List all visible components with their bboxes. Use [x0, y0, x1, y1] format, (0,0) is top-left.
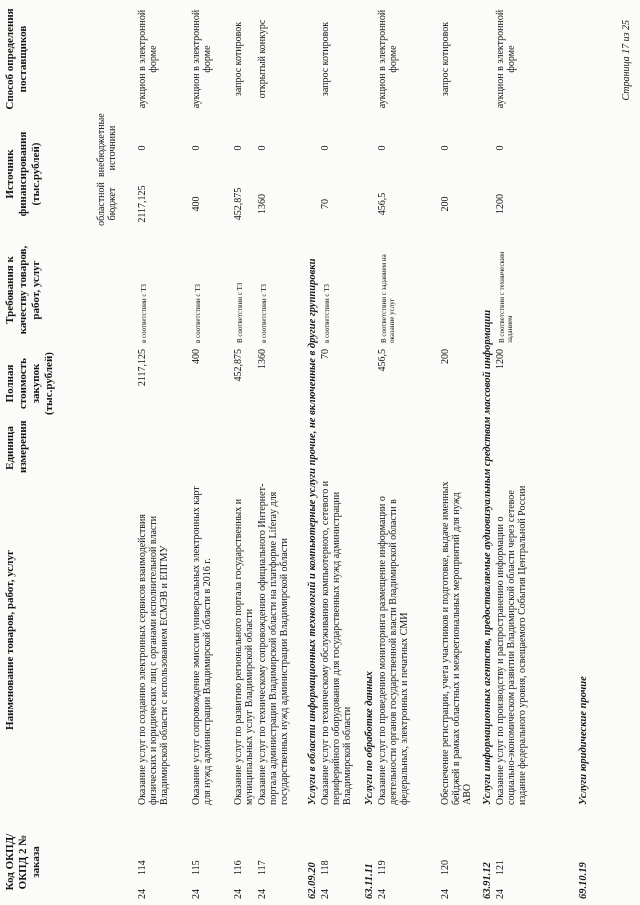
row-name: Оказание услуг сопровождение эмиссии универсальных электронных карт для нужд администрации Владимирской области в 2016 г. — [191, 486, 213, 805]
row-method: запрос котировок — [320, 21, 331, 97]
row-method: запрос котировок — [440, 21, 451, 97]
row-off-budget: 0 — [320, 145, 331, 151]
row-method: открытый конкурс — [257, 19, 268, 99]
section-title: Услуги юридические прочие — [578, 676, 589, 805]
row-requirements: в соответствии с ТЗ — [194, 284, 202, 343]
section-title: Услуги в области информационных технологий и компьютерные услуги прочие, не включенные в другие группировки — [307, 258, 318, 805]
row-cost: 452,875 — [233, 349, 244, 382]
row-regional-budget: 2117,125 — [137, 185, 148, 223]
row-regional-budget: 200 — [440, 196, 451, 212]
row-name: Оказание услуг по развитию регионального портала государственных и муниципальных услуг Владимирской области — [233, 498, 255, 805]
page-number: Страница 17 из 25 — [621, 20, 632, 101]
row-regional-budget: 1200 — [495, 194, 506, 214]
row-name: Оказание услуг по созданию электронных сервисов взаимодействия физических и юридических лиц с органами исполнительной власти Владимирской области с использованием ЕСМЭВ и ЕПГМУ — [137, 514, 170, 805]
row-cost: 400 — [191, 349, 202, 364]
row-number: 121 — [495, 860, 506, 875]
row-name: Оказание услуг по производству и распространению информации о социально-экономическом развитии Владимирской области через сетевое издание федерального уровня, освещаемого События Центральной России — [495, 485, 528, 805]
row-code: 24 — [377, 889, 388, 899]
row-method: аукцион в электронной форме — [191, 9, 213, 109]
header-unit: Единица измерения — [4, 420, 29, 473]
row-regional-budget: 70 — [320, 199, 331, 209]
header-method: Способ определения поставщиков — [4, 8, 29, 110]
header-regional-budget: областной бюджет — [96, 182, 118, 226]
row-regional-budget: 400 — [191, 196, 202, 212]
row-cost: 70 — [320, 349, 331, 359]
row-requirements: В соответствии с техническим заданием — [498, 251, 514, 343]
section-code: 63.11.11 — [364, 863, 375, 899]
header-cost: Полная стоимость закупок (тыс.рублей) — [4, 352, 55, 415]
row-method: аукцион в электронной форме — [495, 9, 517, 109]
row-regional-budget: 456,5 — [377, 192, 388, 216]
header-name: Наименование товаров, работ, услуг — [4, 550, 16, 730]
row-cost: 200 — [440, 349, 451, 364]
row-method: аукцион в электронной форме — [137, 9, 159, 109]
row-requirements: в соответствии с ТЗ — [140, 284, 148, 343]
row-regional-budget: 452,875 — [233, 187, 244, 221]
row-number: 116 — [233, 860, 244, 875]
header-funding: Источник финансирования (тыс.рублей) — [4, 131, 42, 217]
header-off-budget: внебюджетные источники — [96, 113, 118, 177]
row-number: 118 — [320, 860, 331, 875]
row-code: 24 — [257, 889, 268, 899]
row-off-budget: 0 — [191, 145, 202, 151]
row-cost: 1360 — [257, 349, 268, 369]
row-cost: 1200 — [495, 349, 506, 369]
header-code: Код ОКПД/ ОКПД 2 № заказа — [4, 833, 42, 891]
row-name: Обеспечение регистрации, учета участников и подготовке, выдаче именных бейджей в рамках областных и межрегиональных мероприятий для нужд АВО — [440, 481, 473, 805]
row-off-budget: 0 — [257, 145, 268, 151]
row-cost: 456,5 — [377, 349, 388, 372]
row-method: запрос котировок — [233, 21, 244, 97]
section-code: 62.09.20 — [307, 862, 318, 899]
row-off-budget: 0 — [377, 145, 388, 151]
row-number: 114 — [137, 860, 148, 875]
section-code: 69.10.19 — [578, 862, 589, 899]
row-off-budget: 0 — [495, 145, 506, 151]
row-off-budget: 0 — [233, 145, 244, 151]
row-requirements: В соответствии с ТЗ — [236, 282, 244, 343]
row-off-budget: 0 — [440, 145, 451, 151]
row-number: 117 — [257, 860, 268, 875]
row-number: 120 — [440, 860, 451, 875]
row-requirements: в соответствии с ТЗ — [323, 284, 331, 343]
row-regional-budget: 1360 — [257, 194, 268, 214]
section-title: Услуги информационных агентств, предоставляемые аудиовизуальным средствам массовой информации — [482, 309, 493, 805]
row-method: аукцион в электронной форме — [377, 9, 399, 109]
row-code: 24 — [233, 889, 244, 899]
row-code: 24 — [495, 889, 506, 899]
row-requirements: в соответствии с ТЗ — [260, 284, 268, 343]
row-requirements: В соответствии с заданием на оказание услуг — [380, 254, 396, 343]
row-name: Оказание услуг по техническому сопровождению официального Интернет-портала администрации Владимирской области на платформе Liferay для государственных нужд администрации Владимирской области — [257, 483, 290, 805]
row-code: 24 — [191, 889, 202, 899]
row-code: 24 — [320, 889, 331, 899]
row-number: 119 — [377, 860, 388, 875]
row-number: 115 — [191, 860, 202, 875]
section-title: Услуги по обработке данных — [364, 671, 375, 805]
row-code: 24 — [440, 889, 451, 899]
row-code: 24 — [137, 889, 148, 899]
row-name: Оказание услуг по проведению мониторинга размещение информации о деятельности органов государственной власти Владимирской области в федеральных, электронных и печатных СМИ — [377, 496, 410, 805]
row-name: Оказание услуг по техническому обслуживанию компьютерного, сетевого и периферийного оборудования для государственных нужд администрации Владимирской области — [320, 480, 353, 805]
section-code: 63.91.12 — [482, 862, 493, 899]
row-off-budget: 0 — [137, 145, 148, 151]
row-cost: 2117,125 — [137, 349, 148, 387]
header-requirements: Требования к качеству товаров, работ, услуг — [4, 245, 42, 335]
